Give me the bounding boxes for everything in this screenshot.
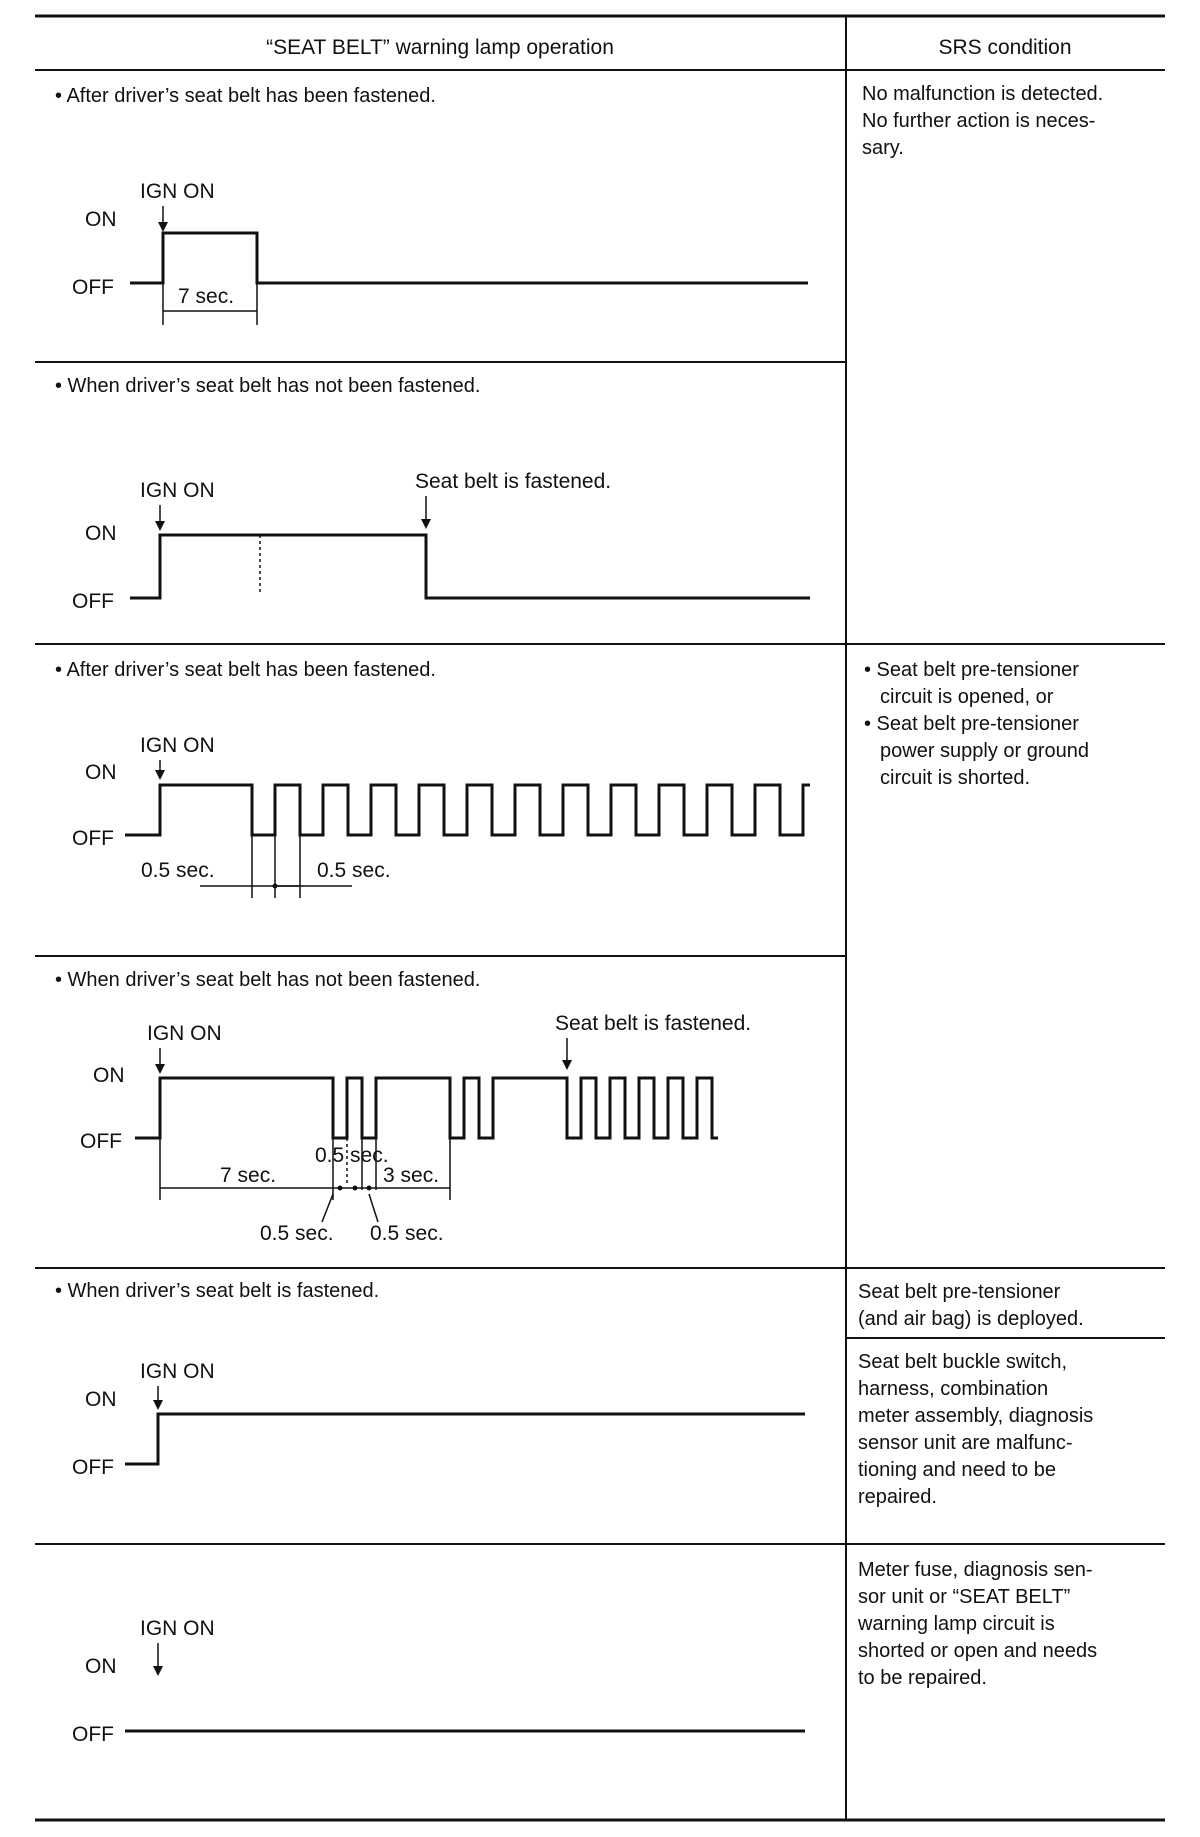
belt-fastened-label: Seat belt is fastened.	[415, 470, 612, 493]
dimension-dot	[338, 1186, 343, 1191]
ign-on-arrowhead	[153, 1400, 163, 1410]
timing-05sec: 0.5 sec.	[317, 859, 391, 882]
svg-text:to be repaired.: to be repaired.	[858, 1667, 987, 1689]
off-label: OFF	[72, 1723, 114, 1746]
belt-fastened-arrowhead	[562, 1060, 572, 1070]
lamp-signal-line	[130, 233, 808, 283]
off-label: OFF	[72, 590, 114, 613]
svg-text:power supply or ground: power supply or ground	[880, 740, 1090, 762]
row-2-caption: • When driver’s seat belt has not been fastened.	[55, 375, 481, 397]
condition-no-malfunction	[862, 83, 1103, 159]
svg-text:meter assembly, diagnosis: meter assembly, diagnosis	[858, 1405, 1094, 1427]
leader-line	[369, 1194, 378, 1222]
condition-meter-fuse-circuit	[857, 1559, 1097, 1689]
condition-pretensioner-circuit	[864, 659, 1089, 789]
condition-buckle-switch-malfunction	[858, 1351, 1093, 1508]
svg-text:tioning and need to be: tioning and need to be	[858, 1459, 1056, 1481]
svg-text:(and air bag) is deployed.: (and air bag) is deployed.	[858, 1308, 1084, 1330]
on-label: ON	[93, 1064, 125, 1087]
lamp-signal-line	[125, 785, 810, 835]
row-4-caption: • When driver’s seat belt has not been fastened.	[55, 969, 481, 991]
svg-text:harness, combination: harness, combination	[858, 1378, 1049, 1400]
ign-on-label: IGN ON	[140, 180, 215, 203]
svg-text:No further action is neces-: No further action is neces-	[862, 110, 1096, 132]
svg-text:• Seat belt pre-tensioner: • Seat belt pre-tensioner	[864, 659, 1079, 681]
on-label: ON	[85, 208, 117, 231]
dimension-dot	[367, 1186, 372, 1191]
timing-7sec: 7 sec.	[220, 1164, 277, 1187]
svg-text:sor unit or “SEAT BELT”: sor unit or “SEAT BELT”	[858, 1586, 1071, 1608]
svg-text:Meter fuse, diagnosis sen-: Meter fuse, diagnosis sen-	[858, 1559, 1093, 1581]
ign-on-arrowhead	[153, 1666, 163, 1676]
off-label: OFF	[80, 1130, 122, 1153]
ign-on-arrowhead	[155, 1064, 165, 1074]
timing-05sec: 0.5 sec.	[260, 1222, 334, 1245]
lamp-signal-line	[135, 1078, 718, 1138]
lamp-signal-line	[125, 1414, 805, 1464]
row-5-caption: • When driver’s seat belt is fastened.	[55, 1280, 380, 1302]
on-label: ON	[85, 761, 117, 784]
ign-on-label: IGN ON	[140, 734, 215, 757]
ign-on-arrowhead	[155, 521, 165, 531]
ign-on-label: IGN ON	[140, 479, 215, 502]
on-label: ON	[85, 1388, 117, 1411]
lamp-signal-line	[130, 535, 810, 598]
off-label: OFF	[72, 1456, 114, 1479]
svg-text:repaired.: repaired.	[858, 1486, 937, 1508]
row-2-waveform	[55, 375, 810, 613]
dimension-dot	[353, 1186, 358, 1191]
leader-line	[322, 1194, 333, 1222]
off-label: OFF	[72, 276, 114, 299]
timing-05sec-top: 0.5 sec.	[315, 1144, 389, 1167]
row-1-caption: • After driver’s seat belt has been fastened.	[55, 85, 436, 107]
svg-text:warning lamp circuit is: warning lamp circuit is	[858, 1613, 1055, 1635]
timing-7sec: 7 sec.	[178, 285, 235, 308]
row-5-waveform	[55, 1280, 805, 1479]
belt-fastened-arrowhead	[421, 519, 431, 529]
header-srs-condition: SRS condition	[938, 36, 1072, 59]
row-6-waveform	[72, 1617, 805, 1746]
header-operation: “SEAT BELT” warning lamp operation	[266, 36, 614, 59]
dimension-dot	[273, 884, 278, 889]
svg-text:sary.: sary.	[862, 137, 904, 159]
row-3-waveform	[55, 659, 810, 898]
timing-05sec: 0.5 sec.	[370, 1222, 444, 1245]
condition-pretensioner-deployed	[858, 1281, 1084, 1330]
timing-3sec: 3 sec.	[383, 1164, 440, 1187]
svg-text:circuit is opened, or: circuit is opened, or	[880, 686, 1054, 708]
svg-text:sensor unit are malfunc-: sensor unit are malfunc-	[858, 1432, 1073, 1454]
on-label: ON	[85, 1655, 117, 1678]
ign-on-label: IGN ON	[140, 1617, 215, 1640]
ign-on-label: IGN ON	[147, 1022, 222, 1045]
ign-on-arrowhead	[158, 222, 168, 232]
row-1-waveform	[55, 85, 808, 325]
svg-text:circuit is shorted.: circuit is shorted.	[880, 767, 1031, 789]
svg-text:No malfunction is detected.: No malfunction is detected.	[862, 83, 1104, 105]
ign-on-arrowhead	[155, 770, 165, 780]
svg-text:shorted or open and needs: shorted or open and needs	[858, 1640, 1098, 1662]
svg-text:• Seat belt pre-tensioner: • Seat belt pre-tensioner	[864, 713, 1079, 735]
svg-text:Seat belt buckle switch,: Seat belt buckle switch,	[858, 1351, 1067, 1373]
belt-fastened-label: Seat belt is fastened.	[555, 1012, 752, 1035]
ign-on-label: IGN ON	[140, 1360, 215, 1383]
timing-05sec: 0.5 sec.	[141, 859, 215, 882]
row-4-waveform	[55, 969, 751, 1245]
svg-text:Seat belt pre-tensioner: Seat belt pre-tensioner	[858, 1281, 1061, 1303]
on-label: ON	[85, 522, 117, 545]
off-label: OFF	[72, 827, 114, 850]
row-3-caption: • After driver’s seat belt has been fastened.	[55, 659, 436, 681]
